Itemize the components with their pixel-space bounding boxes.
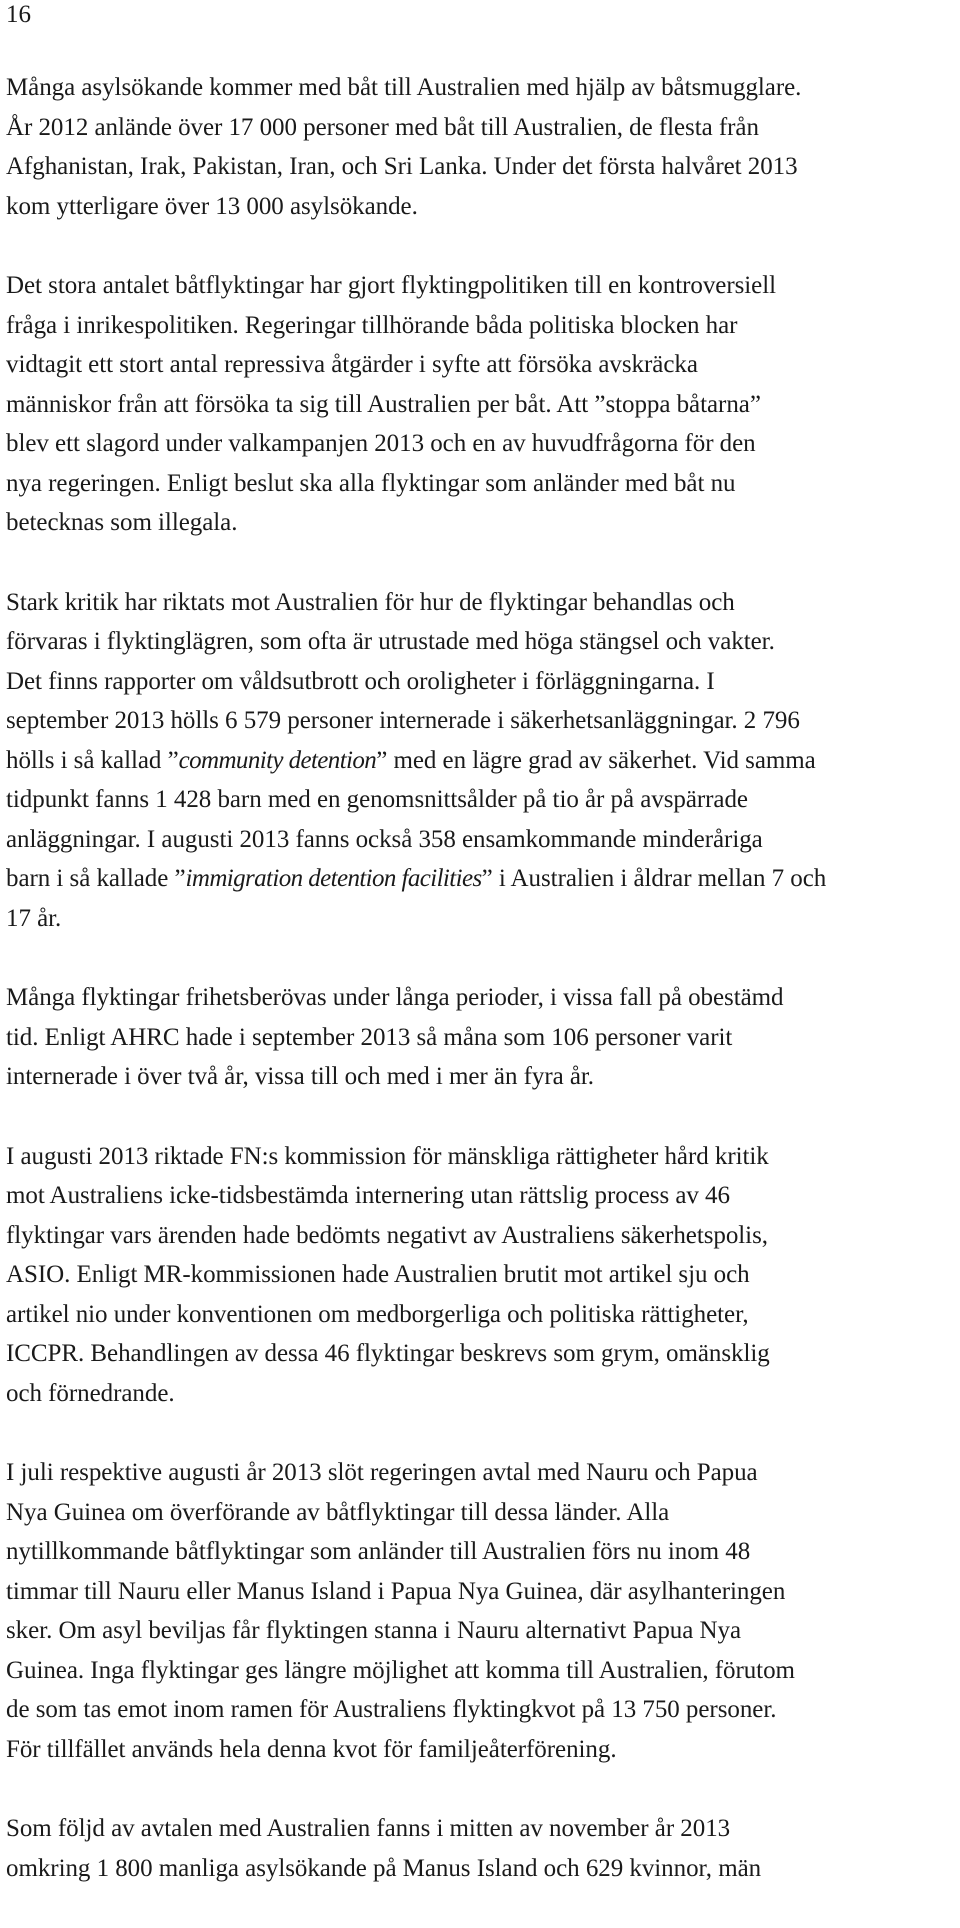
text-segment: År 2012 anlände över 17 000 personer med båt till Australien, de flesta från [6,113,759,141]
text-line [6,701,951,741]
text-segment: tidpunkt fanns 1 428 barn med en genomsnittsålder på tio år på avspärrade [6,786,748,813]
text-segment: Många asylsökande kommer med båt till Australien med hjälp av båtsmugglare. [6,74,802,101]
page-number: 16 [6,1,31,28]
text-segment: förvaras i flyktinglägren, som ofta är utrustade med höga stängsel och vakter. [6,628,775,655]
text-line [6,266,951,306]
text-line [6,583,951,623]
text-line [6,1690,951,1730]
paragraph-6 [6,1453,951,1769]
text-segment: 17 år. [6,904,62,932]
text-segment: vidtagit ett stort antal repressiva åtgärder i syfte att försöka avskräcka [6,351,698,378]
text-segment: timmar till Nauru eller Manus Island i Papua Nya Guinea, där asylhanteringen [6,1577,786,1605]
text-segment: och förnedrande. [6,1379,175,1407]
italic-term: immigration detention facilities [185,865,482,892]
text-line [6,1809,951,1849]
text-line [6,859,951,899]
text-line [6,662,951,702]
text-line [6,899,951,939]
text-line [6,1572,951,1612]
text-segment: Många flyktingar frihetsberövas under långa perioder, i vissa fall på obestämd [6,984,784,1011]
text-segment: flyktingar vars ärenden hade bedömts negativt av Australiens säkerhetspolis, [6,1221,768,1249]
text-line [6,1137,951,1177]
text-line [6,741,951,781]
text-line [6,1849,951,1889]
text-line [6,622,951,662]
text-segment: september 2013 hölls 6 579 personer internerade i säkerhetsanläggningar. 2 796 [6,707,800,734]
text-line [6,1532,951,1572]
text-segment: I augusti 2013 riktade FN:s kommission för mänskliga rättigheter hård kritik [6,1142,769,1170]
text-line [6,1730,951,1770]
text-line [6,1295,951,1335]
text-line [6,345,951,385]
text-segment: internerade i över två år, vissa till och med i mer än fyra år. [6,1063,594,1090]
paragraph-7 [6,1809,951,1888]
italic-term: community detention [178,746,377,774]
body-text [6,68,951,1928]
text-segment: mot Australiens icke-tidsbestämda internering utan rättslig process av 46 [6,1182,730,1209]
text-segment: kom ytterligare över 13 000 asylsökande. [6,192,418,220]
text-line [6,1374,951,1414]
text-segment: Guinea. Inga flyktingar ges längre möjlighet att komma till Australien, förutom [6,1656,795,1684]
text-line [6,187,951,227]
text-segment: Afghanistan, Irak, Pakistan, Iran, och Sri Lanka. Under det första halvåret 2013 [6,153,798,180]
text-line [6,1255,951,1295]
text-segment: människor från att försöka ta sig till Australien per båt. Att ”stoppa båtarna” [6,390,761,418]
paragraph-3 [6,583,951,939]
text-segment: Som följd av avtalen med Australien fanns i mitten av november år 2013 [6,1815,731,1842]
paragraph-5 [6,1137,951,1414]
text-line [6,306,951,346]
text-line [6,780,951,820]
text-line [6,1651,951,1691]
text-segment: blev ett slagord under valkampanjen 2013 och en av huvudfrågorna för den [6,430,756,457]
text-segment: ASIO. Enligt MR-kommissionen hade Australien brutit mot artikel sju och [6,1261,750,1288]
paragraph-2 [6,266,951,543]
text-segment: sker. Om asyl beviljas får flyktingen stanna i Nauru alternativt Papua Nya [6,1617,741,1644]
paragraph-1 [6,68,951,226]
text-line [6,1453,951,1493]
text-line [6,385,951,425]
text-segment: de som tas emot inom ramen för Australiens flyktingkvot på 13 750 personer. [6,1696,777,1723]
text-segment: fråga i inrikespolitiken. Regeringar tillhörande båda politiska blocken har [6,311,738,339]
text-segment: Stark kritik har riktats mot Australien för hur de flyktingar behandlas och [6,588,735,616]
text-segment: betecknas som illegala. [6,509,238,536]
text-line [6,147,951,187]
text-segment: nytillkommande båtflyktingar som anländer till Australien förs nu inom 48 [6,1538,751,1565]
text-segment: För tillfället används hela denna kvot för familjeåterförening. [6,1735,617,1763]
text-line [6,108,951,148]
text-line [6,978,951,1018]
text-segment: ICCPR. Behandlingen av dessa 46 flyktingar beskrevs som grym, omänsklig [6,1340,770,1367]
text-segment: tid. Enligt AHRC hade i september 2013 så måna som 106 personer varit [6,1023,733,1051]
paragraph-4 [6,978,951,1097]
text-line [6,503,951,543]
text-segment: ” i Australien i åldrar mellan 7 och [481,865,827,892]
text-line [6,1216,951,1256]
text-segment: Det finns rapporter om våldsutbrott och oroligheter i förläggningarna. I [6,667,715,695]
text-segment: hölls i så kallad ” [6,746,179,774]
text-segment: omkring 1 800 manliga asylsökande på Manus Island och 629 kvinnor, män [6,1854,762,1882]
text-segment: anläggningar. I augusti 2013 fanns också 358 ensamkommande minderåriga [6,825,763,853]
text-line [6,68,951,108]
text-line [6,1334,951,1374]
text-segment: nya regeringen. Enligt beslut ska alla flyktingar som anländer med båt nu [6,469,736,497]
text-segment: I juli respektive augusti år 2013 slöt regeringen avtal med Nauru och Papua [6,1459,758,1486]
text-line [6,1057,951,1097]
text-line [6,1493,951,1533]
text-line [6,1611,951,1651]
text-segment: barn i så kallade ” [6,865,186,892]
text-segment: Det stora antalet båtflyktingar har gjort flyktingpolitiken till en kontroversiell [6,272,777,299]
text-segment: Nya Guinea om överförande av båtflyktingar till dessa länder. Alla [6,1498,670,1526]
text-line [6,820,951,860]
text-segment: ” med en lägre grad av säkerhet. Vid samma [376,746,816,774]
text-line [6,1018,951,1058]
text-line [6,1176,951,1216]
text-line [6,464,951,504]
text-segment: artikel nio under konventionen om medborgerliga och politiska rättigheter, [6,1300,749,1328]
text-line [6,424,951,464]
